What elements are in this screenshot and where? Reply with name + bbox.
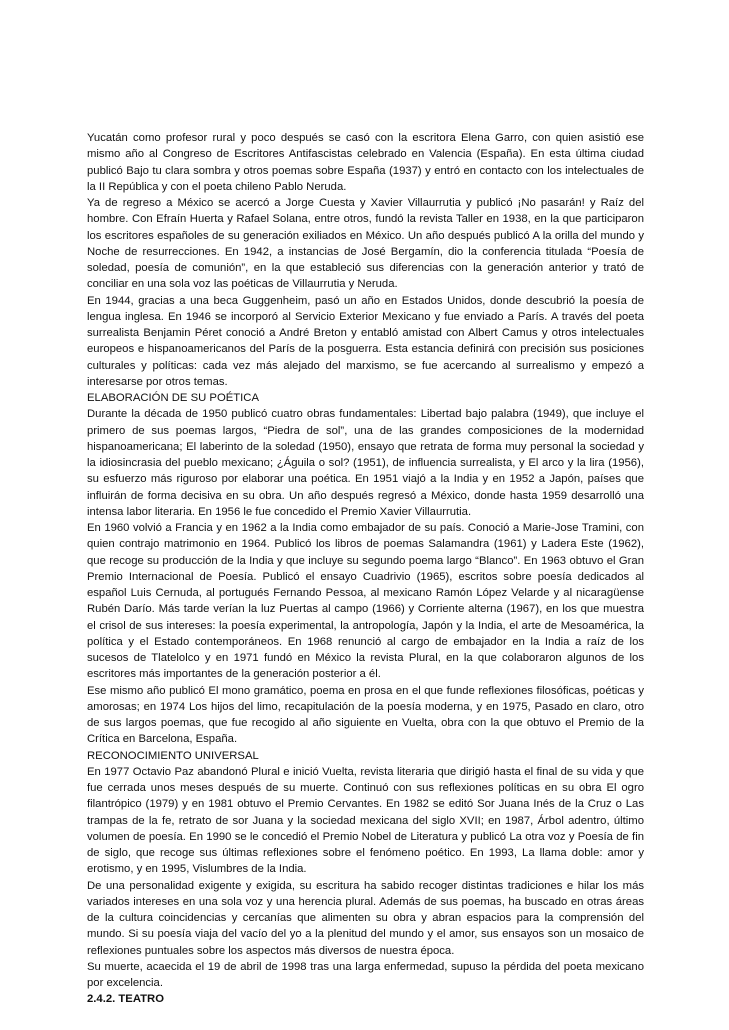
paragraph-decada-1950: Durante la década de 1950 publicó cuatro obras fundamentales: Libertad bajo palabra (1949), que incluye el primero de sus poemas largos, “Piedra de sol”, una de las grandes composiciones de la modernidad hispanoamericana; El laberinto de la soledad (1950), ensayo que retrata de forma muy personal la sociedad y la idiosincrasia del pueblo mexicano; ¿Águila o sol? (1951), de influencia surrealista, y El arco y la lira (1956), su esfuerzo más riguroso por elaborar una poética. En 1951 viajó a la India y en 1952 a Japón, países que influirán de forma decisiva en su obra. Un año después regresó a México, donde hasta 1959 desarrolló una intensa labor literaria. En 1956 le fue concedido el Premio Xavier Villaurrutia. (87, 408, 644, 518)
paragraph-1977: En 1977 Octavio Paz abandonó Plural e inició Vuelta, revista literaria que dirigió hasta el final de su vida y que fue cerrada unos meses después de su muerte. Continuó con sus reflexiones políticas en su obra El ogro filantrópico (1979) y en 1981 obtuvo el Premio Cervantes. En 1982 se editó Sor Juana Inés de la Cruz o Las trampas de la fe, retrato de sor Juana y la sociedad mexicana del siglo XVII; en 1987, Árbol adentro, último volumen de poesía. En 1990 se le concedió el Premio Nobel de Literatura y publicó La otra voz y Poesía de fin de siglo, que recoge sus últimas reflexiones sobre el fenómeno poético. En 1993, La llama doble: amor y erotismo, y en 1995, Vislumbres de la India. (87, 765, 644, 876)
paragraph-garro-valencia: Yucatán como profesor rural y poco después se casó con la escritora Elena Garro, con quien asistió ese mismo año al Congreso de Escritores Antifascistas celebrado en Valencia (España). En esta última ciudad publicó Bajo tu clara sombra y otros poemas sobre España (1937) y entró en contacto con los intelectuales de la II República y con el poeta chileno Pablo Neruda. (87, 132, 644, 193)
paragraph-muerte: Su muerte, acaecida el 19 de abril de 1998 tras una larga enfermedad, supuso la pérdida del poeta mexicano por excelencia. (87, 960, 644, 989)
heading-elaboracion: ELABORACIÓN DE SU POÉTICA (87, 392, 260, 404)
paragraph-guggenheim: En 1944, gracias a una beca Guggenheim, pasó un año en Estados Unidos, donde descubrió la poesía de lengua inglesa. En 1946 se incorporó al Servicio Exterior Mexicano y fue enviado a París. A través del poeta surrealista Benjamin Péret conoció a André Breton y entabló amistad con Albert Camus y otros intelectuales europeos e hispanoamericanos del París de la posguerra. Esta estancia definirá con precisión sus posiciones culturales y políticas: cada vez más alejado del marxismo, se fue acercando al surrealismo y empezó a interesarse por otros temas. (87, 294, 644, 388)
document-page (87, 130, 644, 1008)
paragraph-personalidad: De una personalidad exigente y exigida, su escritura ha sabido recoger distintas tradiciones e hilar los más variados intereses en una sola voz y una herencia plural. Además de sus poemas, ha buscado en otras áreas de la cultura coincidencias y cercanías que alimenten su obra y abran espacios para la comprensión del mundo. Si su poesía viaja del vacío del yo a la plenitud del mundo y el amor, sus ensayos son un mosaico de reflexiones puntuales sobre los aspectos más diversos de nuestra época. (87, 879, 644, 957)
paragraph-mono-gramatico: Ese mismo año publicó El mono gramático, poema en prosa en el que funde reflexiones filosóficas, poéticas y amorosas; en 1974 Los hijos del limo, recapitulación de la poesía moderna, y en 1975, Pasado en claro, otro de sus largos poemas, que fue recogido al año siguiente en Vuelta, obra con la que obtuvo el Premio de la Crítica en Barcelona, España. (87, 684, 644, 746)
heading-reconocimiento: RECONOCIMIENTO UNIVERSAL (87, 749, 259, 762)
paragraph-1960: En 1960 volvió a Francia y en 1962 a la India como embajador de su país. Conoció a Marie-Jose Tramini, con quien contrajo matrimonio en 1964. Publicó los libros de poemas Salamandra (1961) y Ladera Este (1962), que recoge su producción de la India y que incluye su segundo poema largo “Blanco”. En 1963 obtuvo el Gran Premio Internacional de Poesía. Publicó el ensayo Cuadrivio (1965), escritos sobre poesía dedicados al español Luis Cernuda, al portugués Fernando Pessoa, al mexicano Ramón López Velarde y al nicaragüense Rubén Darío. Más tarde verían la luz Puertas al campo (1966) y Corriente alterna (1967), en los que muestra el crisol de sus intereses: la poesía experimental, la antropología, Japón y la India, el arte de Mesoamérica, la política y el Estado contemporáneos. En 1968 renunció al cargo de embajador en la India a raíz de los sucesos de Tlatelolco y en 1971 fundó en México la revista Plural, en la que colaboraron algunos de los escritores más importantes de la generación posterior a él. (87, 522, 644, 681)
paragraph-taller: Ya de regreso a México se acercó a Jorge Cuesta y Xavier Villaurrutia y publicó ¡No pasarán! y Raíz del hombre. Con Efraín Huerta y Rafael Solana, entre otros, fundó la revista Taller en 1938, en la que participaron los escritores españoles de su generación exiliados en México. Un año después publicó A la orilla del mundo y Noche de resurrecciones. En 1942, a instancias de José Bergamín, dio la conferencia titulada “Poesía de soledad, poesía de comunión”, en la que estableció sus diferencias con la generación anterior y trató de conciliar en una sola voz las poéticas de Villaurrutia y Neruda. (87, 197, 644, 291)
section-title-teatro: 2.4.2. TEATRO (87, 993, 165, 1006)
